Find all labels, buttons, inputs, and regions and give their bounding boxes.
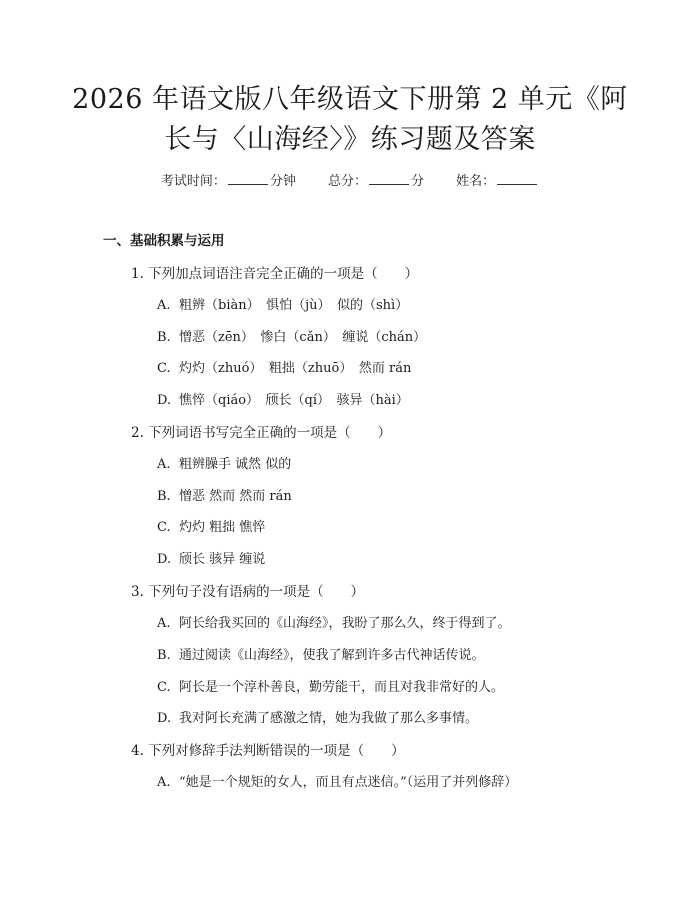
option-letter: A. <box>157 775 171 790</box>
question-1-option-b <box>157 326 426 345</box>
option-letter: D. <box>157 552 172 567</box>
question-3-stem: 3. 下列句子没有语病的一项是（ ） <box>131 584 365 600</box>
exam-time-field <box>161 174 296 189</box>
question-1-stem: 1. 下列加点词语注音完全正确的一项是（ ） <box>131 266 419 282</box>
option-letter: B. <box>157 648 171 663</box>
question-2-option-c <box>157 516 265 535</box>
question-3-option-a <box>157 612 511 631</box>
option-letter: C. <box>157 361 171 376</box>
time-label: 考试时间： <box>160 174 226 189</box>
option-letter: B. <box>157 489 171 504</box>
time-blank <box>228 172 268 185</box>
score-unit: 分 <box>411 174 425 189</box>
question-1-option-a <box>157 294 408 313</box>
option-text: 灼灼（zhuó） 粗拙（zhuō） 然而 rán <box>179 361 412 376</box>
question-3-option-d <box>157 707 478 726</box>
question-3-option-b <box>157 644 485 663</box>
option-text: “她是一个规矩的女人，而且有点迷信。”（运用了并列修辞） <box>179 775 518 790</box>
option-letter: C. <box>157 520 171 535</box>
option-text: 颀长 骇异 缠说 <box>179 552 266 567</box>
title-line-1: 2026 年语文版八年级语文下册第 2 单元《阿 <box>72 84 628 115</box>
option-letter: A. <box>157 616 171 631</box>
question-2-option-d <box>157 548 265 567</box>
option-text: 我对阿长充满了感激之情，她为我做了那么多事情。 <box>179 711 479 726</box>
question-2-option-b <box>157 485 292 504</box>
option-text: 阿长是一个淳朴善良，勤劳能干，而且对我非常好的人。 <box>179 680 505 695</box>
name-field <box>456 174 539 189</box>
name-blank <box>497 172 537 185</box>
option-letter: B. <box>157 330 171 345</box>
name-label: 姓名： <box>456 174 496 189</box>
option-letter: A. <box>157 298 171 313</box>
question-1-option-d <box>157 389 409 408</box>
question-2-stem: 2. 下列词语书写完全正确的一项是（ ） <box>131 425 392 441</box>
option-letter: A. <box>157 457 171 472</box>
time-unit: 分钟 <box>269 174 296 189</box>
option-letter: D. <box>157 393 172 408</box>
score-label: 总分： <box>327 174 367 189</box>
option-text: 憎恶（zēn） 惨白（cǎn） 缠说（chán） <box>179 330 427 345</box>
section-heading: 一、基础积累与运用 <box>103 233 225 249</box>
option-text: 粗辨臊手 诚然 似的 <box>179 457 292 472</box>
option-text: 憔悴（qiáo） 颀长（qí） 骇异（hài） <box>179 393 409 408</box>
title-line-2: 长与〈山海经〉》练习题及答案 <box>164 124 536 155</box>
option-letter: C. <box>157 680 171 695</box>
exam-meta <box>0 170 700 189</box>
question-4-stem: 4. 下列对修辞手法判断错误的一项是（ ） <box>131 743 405 759</box>
question-3-option-c <box>157 676 504 695</box>
total-score-field <box>328 174 424 189</box>
question-1-option-c <box>157 357 411 376</box>
option-text: 粗辨（biàn） 惧怕（jù） 似的（shì） <box>179 298 409 313</box>
score-blank <box>369 172 409 185</box>
question-2-option-a <box>157 453 291 472</box>
option-text: 阿长给我买回的《山海经》，我盼了那么久，终于得到了。 <box>179 616 511 631</box>
option-text: 憎恶 然而 然而 rán <box>179 489 292 504</box>
option-text: 通过阅读《山海经》，使我了解到许多古代神话传说。 <box>179 648 485 663</box>
question-4-option-a <box>157 771 517 790</box>
option-letter: D. <box>157 711 172 726</box>
page-title <box>60 80 640 160</box>
option-text: 灼灼 粗拙 憔悴 <box>179 520 266 535</box>
